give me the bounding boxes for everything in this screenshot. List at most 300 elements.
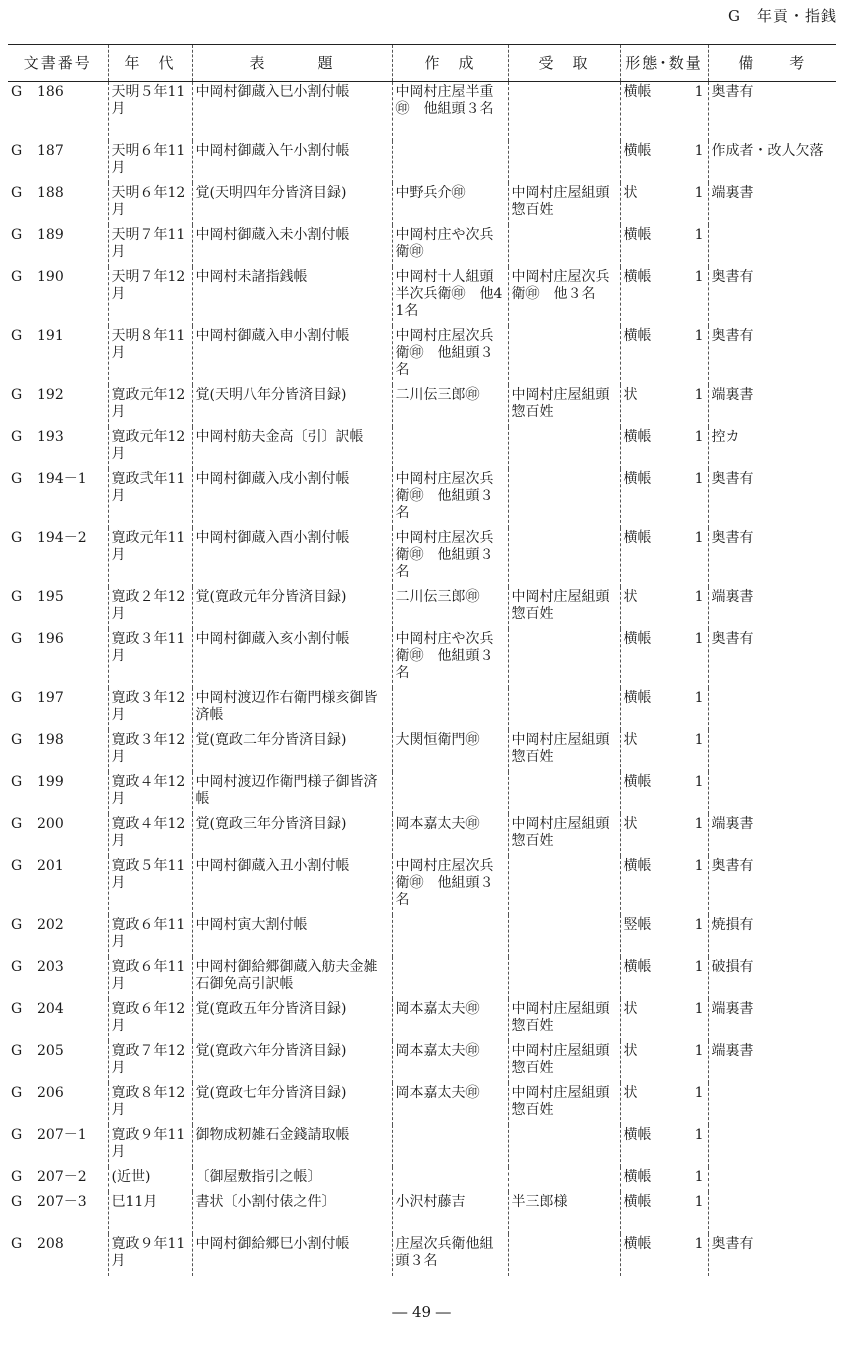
column-header-recipient: 受 取 (508, 45, 620, 82)
cell-form: 横帳 (623, 689, 652, 706)
cell-title: 中岡村御蔵入申小割付帳 (192, 326, 392, 385)
cell-form-qty (620, 1192, 708, 1234)
cell-series: G (11, 1042, 23, 1059)
cell-form-qty (620, 1234, 708, 1276)
cell-number: 197 (37, 689, 64, 706)
cell-creator (392, 957, 508, 999)
cell-recipient: 中岡村庄屋組頭 惣百姓 (508, 730, 620, 772)
cell-title: 中岡村舫夫金高〔引〕訳帳 (192, 427, 392, 469)
cell-form-qty (620, 225, 708, 267)
cell-title: 中岡村御蔵入酉小割付帳 (192, 528, 392, 587)
cell-series: G (11, 958, 23, 975)
cell-doc-number (8, 1125, 108, 1167)
cell-form-qty (620, 141, 708, 183)
cell-form: 横帳 (623, 529, 652, 546)
cell-title: 中岡村御蔵入戌小割付帳 (192, 469, 392, 528)
cell-title: 覚(寛政二年分皆済目録) (192, 730, 392, 772)
cell-recipient (508, 82, 620, 141)
cell-series: G (11, 226, 23, 243)
cell-recipient (508, 1167, 620, 1192)
cell-form: 竪帳 (623, 916, 652, 933)
table-row (8, 772, 836, 814)
cell-series: G (11, 386, 23, 403)
cell-quantity: 1 (694, 1235, 704, 1252)
cell-title: 中岡村渡辺作右衛門様亥御皆済帳 (192, 688, 392, 730)
cell-date: 寛政３年12月 (108, 688, 192, 730)
cell-remarks (708, 688, 836, 730)
cell-quantity: 1 (694, 470, 704, 487)
cell-form: 横帳 (623, 857, 652, 874)
cell-form: 状 (623, 1000, 638, 1017)
cell-series: G (11, 815, 23, 832)
cell-quantity: 1 (694, 529, 704, 546)
cell-quantity: 1 (694, 142, 704, 159)
cell-series: G (11, 1235, 23, 1252)
cell-form: 横帳 (623, 84, 652, 100)
column-header-remarks: 備 考 (708, 45, 836, 82)
column-header-creator: 作 成 (392, 45, 508, 82)
cell-recipient (508, 528, 620, 587)
table-row (8, 915, 836, 957)
cell-number: 200 (37, 815, 64, 832)
cell-creator: 岡本嘉太夫㊞ (392, 1041, 508, 1083)
cell-form: 横帳 (623, 1126, 652, 1143)
cell-date: 天明７年12月 (108, 267, 192, 326)
cell-doc-number (8, 183, 108, 225)
cell-number: 186 (37, 84, 64, 100)
cell-recipient: 中岡村庄屋組頭 惣百姓 (508, 814, 620, 856)
cell-creator: 中岡村庄屋次兵衛㊞ 他組頭３名 (392, 469, 508, 528)
cell-form: 横帳 (623, 630, 652, 647)
cell-form: 状 (623, 1084, 638, 1101)
cell-date: 寛政元年11月 (108, 528, 192, 587)
table-row (8, 1192, 836, 1234)
cell-quantity: 1 (694, 916, 704, 933)
cell-date: 寛政９年11月 (108, 1234, 192, 1276)
cell-recipient (508, 427, 620, 469)
cell-series: G (11, 773, 23, 790)
cell-series: G (11, 184, 23, 201)
cell-number: 207－1 (37, 1126, 87, 1143)
cell-series: G (11, 327, 23, 344)
cell-title: 覚(天明八年分皆済目録) (192, 385, 392, 427)
cell-date: 寛政元年12月 (108, 385, 192, 427)
cell-form-qty (620, 772, 708, 814)
cell-doc-number (8, 1192, 108, 1234)
cell-form: 状 (623, 386, 638, 403)
table-header-row (8, 45, 836, 82)
cell-date: 寛政６年11月 (108, 957, 192, 999)
cell-creator: 二川伝三郎㊞ (392, 385, 508, 427)
cell-recipient (508, 688, 620, 730)
cell-number: 207－3 (37, 1193, 87, 1210)
cell-recipient: 中岡村庄屋組頭 惣百姓 (508, 1041, 620, 1083)
table-row (8, 1125, 836, 1167)
cell-quantity: 1 (694, 327, 704, 344)
cell-date: 寛政４年12月 (108, 814, 192, 856)
cell-form: 状 (623, 1042, 638, 1059)
cell-form-qty (620, 1167, 708, 1192)
cell-recipient (508, 469, 620, 528)
cell-creator (392, 141, 508, 183)
cell-form-qty (620, 267, 708, 326)
cell-doc-number (8, 915, 108, 957)
cell-form: 状 (623, 815, 638, 832)
cell-creator: 中野兵介㊞ (392, 183, 508, 225)
cell-number: 206 (37, 1084, 64, 1101)
column-header-form-qty: 形態･数量 (620, 45, 708, 82)
cell-form-qty (620, 385, 708, 427)
cell-number: 196 (37, 630, 64, 647)
cell-number: 199 (37, 773, 64, 790)
cell-remarks: 作成者・改人欠落 (708, 141, 836, 183)
cell-creator: 中岡村庄屋次兵衛㊞ 他組頭３名 (392, 326, 508, 385)
cell-date: 寛政８年12月 (108, 1083, 192, 1125)
cell-creator: 庄屋次兵衛他組頭３名 (392, 1234, 508, 1276)
cell-doc-number (8, 1083, 108, 1125)
cell-date: 寛政７年12月 (108, 1041, 192, 1083)
cell-creator: 岡本嘉太夫㊞ (392, 814, 508, 856)
cell-recipient (508, 915, 620, 957)
cell-doc-number (8, 1167, 108, 1192)
cell-creator: 中岡村庄屋次兵衛㊞ 他組頭３名 (392, 856, 508, 915)
cell-number: 195 (37, 588, 64, 605)
cell-quantity: 1 (694, 184, 704, 201)
table-row (8, 1234, 836, 1276)
cell-quantity: 1 (694, 1042, 704, 1059)
cell-form-qty (620, 814, 708, 856)
cell-remarks: 奥書有 (708, 856, 836, 915)
cell-date: 寛政６年12月 (108, 999, 192, 1041)
cell-title: 中岡村渡辺作衛門様子御皆済帳 (192, 772, 392, 814)
cell-creator: 中岡村庄屋次兵衛㊞ 他組頭３名 (392, 528, 508, 587)
table-row (8, 1041, 836, 1083)
column-header-title: 表 題 (192, 45, 392, 82)
cell-title: 覚(寛政三年分皆済目録) (192, 814, 392, 856)
cell-recipient: 中岡村庄屋組頭 惣百姓 (508, 1083, 620, 1125)
cell-title: 御物成籾雑石金錢請取帳 (192, 1125, 392, 1167)
cell-date: 寛政９年11月 (108, 1125, 192, 1167)
cell-series: G (11, 916, 23, 933)
cell-remarks (708, 1167, 836, 1192)
cell-number: 192 (37, 386, 64, 403)
table-row (8, 427, 836, 469)
cell-quantity: 1 (694, 731, 704, 748)
table-row (8, 528, 836, 587)
cell-doc-number (8, 528, 108, 587)
table-row (8, 267, 836, 326)
table-row (8, 385, 836, 427)
cell-form: 横帳 (623, 327, 652, 344)
cell-series: G (11, 142, 23, 159)
cell-form-qty (620, 957, 708, 999)
cell-recipient: 半三郎様 (508, 1192, 620, 1234)
cell-title: 書状〔小割付俵之件〕 (192, 1192, 392, 1234)
cell-number: 201 (37, 857, 64, 874)
cell-title: 中岡村御蔵入巳小割付帳 (192, 82, 392, 141)
cell-remarks: 奥書有 (708, 528, 836, 587)
cell-title: 覚(寛政七年分皆済目録) (192, 1083, 392, 1125)
cell-form-qty (620, 587, 708, 629)
cell-series: G (11, 1084, 23, 1101)
cell-form-qty (620, 183, 708, 225)
table-row (8, 225, 836, 267)
cell-recipient (508, 856, 620, 915)
cell-recipient: 中岡村庄屋組頭 惣百姓 (508, 183, 620, 225)
cell-recipient (508, 326, 620, 385)
cell-number: 203 (37, 958, 64, 975)
cell-form: 横帳 (623, 226, 652, 243)
cell-quantity: 1 (694, 630, 704, 647)
cell-creator: 小沢村藤吉 (392, 1192, 508, 1234)
cell-creator: 中岡村庄や次兵衛㊞ (392, 225, 508, 267)
cell-creator: 岡本嘉太夫㊞ (392, 999, 508, 1041)
cell-title: 中岡村御蔵入午小割付帳 (192, 141, 392, 183)
cell-quantity: 1 (694, 268, 704, 285)
cell-remarks: 破損有 (708, 957, 836, 999)
column-header-doc-number: 文書番号 (8, 45, 108, 82)
cell-doc-number (8, 730, 108, 772)
cell-title: 中岡村御蔵入亥小割付帳 (192, 629, 392, 688)
cell-form: 横帳 (623, 1193, 652, 1210)
table-row (8, 1083, 836, 1125)
cell-title: 覚(寛政五年分皆済目録) (192, 999, 392, 1041)
cell-creator: 中岡村庄や次兵衛㊞ 他組頭３名 (392, 629, 508, 688)
column-header-date: 年 代 (108, 45, 192, 82)
cell-date: 寛政３年12月 (108, 730, 192, 772)
cell-recipient (508, 957, 620, 999)
cell-quantity: 1 (694, 1193, 704, 1210)
cell-creator (392, 915, 508, 957)
cell-doc-number (8, 1041, 108, 1083)
cell-form: 横帳 (623, 1168, 652, 1185)
cell-doc-number (8, 856, 108, 915)
cell-title: 中岡村御給郷巳小割付帳 (192, 1234, 392, 1276)
cell-series: G (11, 1193, 23, 1210)
cell-form: 横帳 (623, 773, 652, 790)
cell-creator: 二川伝三郎㊞ (392, 587, 508, 629)
cell-remarks: 奥書有 (708, 1234, 836, 1276)
cell-title: 中岡村寅大割付帳 (192, 915, 392, 957)
cell-title: 〔御屋敷指引之帳〕 (192, 1167, 392, 1192)
cell-number: 194－2 (37, 529, 87, 546)
cell-series: G (11, 84, 23, 100)
cell-quantity: 1 (694, 1084, 704, 1101)
cell-remarks: 端裏書 (708, 587, 836, 629)
cell-form: 状 (623, 184, 638, 201)
cell-creator (392, 772, 508, 814)
cell-form: 横帳 (623, 958, 652, 975)
cell-doc-number (8, 629, 108, 688)
cell-date: 天明６年12月 (108, 183, 192, 225)
cell-series: G (11, 268, 23, 285)
cell-date: 天明５年11月 (108, 82, 192, 141)
cell-title: 覚(天明四年分皆済目録) (192, 183, 392, 225)
cell-doc-number (8, 999, 108, 1041)
cell-form: 状 (623, 731, 638, 748)
cell-remarks: 奥書有 (708, 326, 836, 385)
cell-remarks: 端裏書 (708, 814, 836, 856)
cell-form-qty (620, 688, 708, 730)
cell-form-qty (620, 82, 708, 141)
cell-doc-number (8, 957, 108, 999)
table-row (8, 730, 836, 772)
cell-recipient (508, 225, 620, 267)
cell-quantity: 1 (694, 428, 704, 445)
table-row (8, 82, 836, 141)
cell-number: 202 (37, 916, 64, 933)
cell-title: 覚(寛政六年分皆済目録) (192, 1041, 392, 1083)
cell-number: 188 (37, 184, 64, 201)
cell-number: 194－1 (37, 470, 87, 487)
cell-recipient (508, 1234, 620, 1276)
cell-form-qty (620, 1125, 708, 1167)
cell-remarks (708, 730, 836, 772)
cell-form-qty (620, 469, 708, 528)
cell-doc-number (8, 385, 108, 427)
cell-title: 覚(寛政元年分皆済目録) (192, 587, 392, 629)
cell-series: G (11, 428, 23, 445)
cell-form: 横帳 (623, 142, 652, 159)
cell-title: 中岡村未諸指銭帳 (192, 267, 392, 326)
table-row (8, 856, 836, 915)
cell-series: G (11, 731, 23, 748)
document-catalog-table (8, 44, 836, 1276)
cell-remarks: 焼損有 (708, 915, 836, 957)
table-row (8, 629, 836, 688)
cell-recipient: 中岡村庄屋組頭 惣百姓 (508, 385, 620, 427)
cell-quantity: 1 (694, 226, 704, 243)
cell-recipient (508, 629, 620, 688)
cell-doc-number (8, 587, 108, 629)
section-label: G 年貢・指銭 (728, 7, 837, 25)
cell-doc-number (8, 688, 108, 730)
cell-creator (392, 1125, 508, 1167)
cell-date: (近世) (108, 1167, 192, 1192)
cell-number: 204 (37, 1000, 64, 1017)
cell-number: 189 (37, 226, 64, 243)
cell-quantity: 1 (694, 773, 704, 790)
cell-recipient (508, 772, 620, 814)
cell-remarks: 奥書有 (708, 82, 836, 141)
cell-quantity: 1 (694, 958, 704, 975)
cell-title: 中岡村御給郷御蔵入舫夫金雑石御免高引訳帳 (192, 957, 392, 999)
cell-date: 巳11月 (108, 1192, 192, 1234)
cell-remarks: 端裏書 (708, 183, 836, 225)
cell-quantity: 1 (694, 1126, 704, 1143)
cell-form-qty (620, 528, 708, 587)
cell-doc-number (8, 267, 108, 326)
cell-doc-number (8, 141, 108, 183)
cell-remarks: 端裏書 (708, 1041, 836, 1083)
cell-form: 横帳 (623, 428, 652, 445)
cell-doc-number (8, 469, 108, 528)
cell-title: 中岡村御蔵入未小割付帳 (192, 225, 392, 267)
cell-date: 寛政３年11月 (108, 629, 192, 688)
cell-doc-number (8, 772, 108, 814)
cell-creator (392, 688, 508, 730)
cell-form-qty (620, 326, 708, 385)
cell-doc-number (8, 1234, 108, 1276)
cell-form-qty (620, 629, 708, 688)
cell-quantity: 1 (694, 84, 704, 100)
cell-creator: 大関恒衛門㊞ (392, 730, 508, 772)
cell-quantity: 1 (694, 588, 704, 605)
cell-creator: 中岡村庄屋半重㊞ 他組頭３名 (392, 82, 508, 141)
cell-series: G (11, 1000, 23, 1017)
cell-doc-number (8, 225, 108, 267)
cell-remarks (708, 1083, 836, 1125)
cell-form-qty (620, 730, 708, 772)
cell-remarks: 端裏書 (708, 999, 836, 1041)
table-row (8, 326, 836, 385)
cell-series: G (11, 529, 23, 546)
cell-quantity: 1 (694, 1000, 704, 1017)
table-row (8, 1167, 836, 1192)
cell-remarks: 奥書有 (708, 469, 836, 528)
cell-form: 横帳 (623, 470, 652, 487)
cell-recipient: 中岡村庄屋次兵衛㊞ 他３名 (508, 267, 620, 326)
page-number: ― 49 ― (392, 1303, 451, 1321)
cell-remarks: 奥書有 (708, 629, 836, 688)
cell-series: G (11, 470, 23, 487)
cell-date: 寛政４年12月 (108, 772, 192, 814)
cell-remarks: 奥書有 (708, 267, 836, 326)
cell-form-qty (620, 915, 708, 957)
cell-quantity: 1 (694, 857, 704, 874)
cell-form-qty (620, 427, 708, 469)
table-body (8, 82, 836, 1276)
cell-doc-number (8, 82, 108, 141)
cell-form-qty (620, 999, 708, 1041)
cell-remarks (708, 772, 836, 814)
cell-remarks (708, 1192, 836, 1234)
cell-series: G (11, 630, 23, 647)
cell-series: G (11, 689, 23, 706)
cell-doc-number (8, 326, 108, 385)
table-row (8, 141, 836, 183)
cell-date: 寛政２年12月 (108, 587, 192, 629)
cell-date: 寛政６年11月 (108, 915, 192, 957)
cell-recipient (508, 141, 620, 183)
cell-series: G (11, 1126, 23, 1143)
cell-form-qty (620, 856, 708, 915)
cell-remarks (708, 225, 836, 267)
cell-form-qty (620, 1083, 708, 1125)
cell-number: 198 (37, 731, 64, 748)
cell-number: 207－2 (37, 1168, 87, 1185)
cell-series: G (11, 857, 23, 874)
cell-remarks (708, 1125, 836, 1167)
cell-form: 横帳 (623, 1235, 652, 1252)
cell-date: 寛政５年11月 (108, 856, 192, 915)
cell-number: 190 (37, 268, 64, 285)
cell-creator (392, 427, 508, 469)
cell-creator: 中岡村十人組頭半次兵衛㊞ 他41名 (392, 267, 508, 326)
cell-date: 寛政元年12月 (108, 427, 192, 469)
cell-form: 状 (623, 588, 638, 605)
cell-doc-number (8, 814, 108, 856)
cell-quantity: 1 (694, 689, 704, 706)
cell-series: G (11, 1168, 23, 1185)
cell-number: 208 (37, 1235, 64, 1252)
cell-quantity: 1 (694, 815, 704, 832)
cell-form-qty (620, 1041, 708, 1083)
cell-date: 寛政弐年11月 (108, 469, 192, 528)
cell-quantity: 1 (694, 1168, 704, 1185)
cell-number: 193 (37, 428, 64, 445)
cell-number: 205 (37, 1042, 64, 1059)
